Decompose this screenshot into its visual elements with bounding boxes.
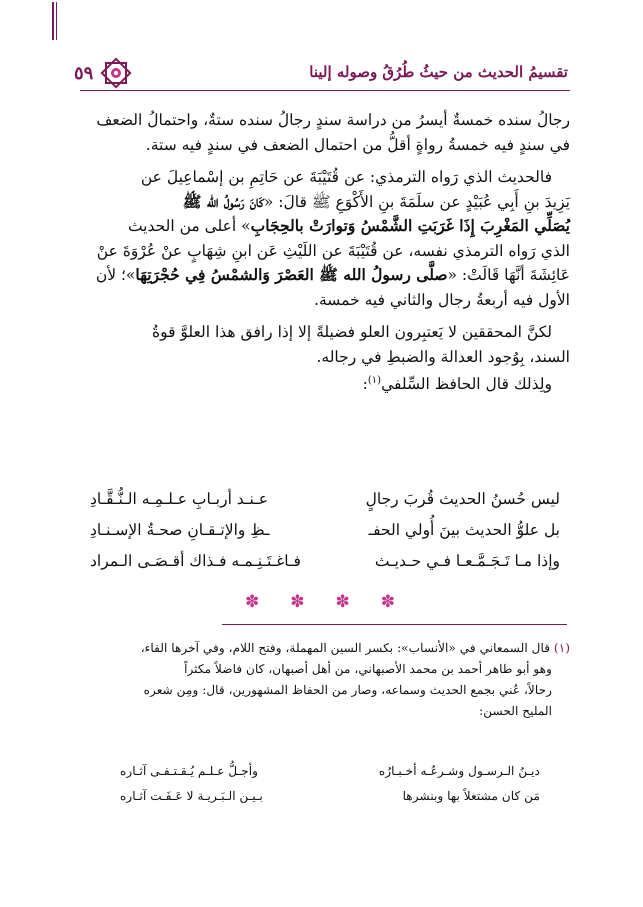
octagram-ornament-icon bbox=[99, 56, 133, 90]
text-line: رجالُ سنده خمسةٌ أيسرُ من دراسة سندٍ رجالُ سنده ستةٌ، واحتمالُ الضعف bbox=[96, 111, 570, 129]
footnote bbox=[70, 638, 570, 722]
hemistich-left: عـنـد أربـابِ عـلـمِـه الـنُّـقَّـادِ bbox=[90, 489, 268, 508]
page-number: ٥٩ bbox=[74, 62, 94, 84]
footnote-rule bbox=[222, 624, 567, 625]
text-line: الذي رَواه الترمذي نفسه، عن قُتَيْبَةَ عن اللَيْثِ عَن ابنِ شِهَابٍ عنْ عُرْوَةَ عنْ bbox=[96, 241, 570, 260]
footnote-line: رحالاً، عُني بجمع الحديث وسماعه، وصار من الحفاظ المشهورين، قال: ومِن شعره bbox=[143, 683, 552, 697]
header-divider-thin bbox=[56, 2, 57, 40]
hemistich-right: ليس حُسنُ الحديث قُربَ رجالٍ bbox=[365, 489, 560, 508]
text-line: في سندٍ فيه خمسةُ رواةٍ أقلُّ من احتمال الضعف في سندٍ فيه ستة. bbox=[145, 135, 570, 154]
hemistich-left: بـيـن الـبَـريـة لا عَـفَـت آثـاره bbox=[120, 788, 263, 803]
footnote-number: (١) bbox=[553, 641, 570, 655]
poem-verse bbox=[90, 514, 560, 545]
star-icon: ✽ bbox=[290, 592, 305, 612]
hemistich-left: فـاغـتَـنِـمـه فـذاك أقـصَـى الـمراد bbox=[90, 551, 301, 570]
hemistich-right: بل علوُّ الحديث بينَ أُولي الحفـ bbox=[368, 520, 560, 539]
hemistich-right: مَن كان مشتغلاً بها وبنشرها bbox=[402, 788, 540, 803]
text-line: فالحديث الذي رَواه الترمذي: عن قُتَيْبَةَ عن حَاتِمِ بن إسْماعِيلَ عن bbox=[140, 168, 552, 186]
poem bbox=[90, 483, 560, 576]
text-line: ولِذلك قال الحافظ السِّلفي$^{(١)}$: bbox=[362, 375, 552, 394]
section-divider-stars bbox=[245, 592, 395, 612]
main-text bbox=[70, 108, 570, 397]
header-divider bbox=[52, 2, 54, 40]
hemistich-left: ـظِ والإتـقـانِ صحـةُ الإسـنـادِ bbox=[90, 520, 270, 539]
footnote-line: المليح الحسن: bbox=[479, 704, 552, 718]
chapter-title: تقسيمُ الحديث من حيثُ طُرُقُ وصوله إلينا bbox=[309, 63, 568, 81]
poem-verse bbox=[90, 483, 560, 514]
text-line: يُصَلِّي المَغْرِبَ إِذَا غَرَبَتِ الشَّمْسُ وَتوارَتْ بالحِجَابِ» أعلى من الحديث bbox=[127, 216, 570, 235]
page-number-block bbox=[74, 56, 133, 90]
star-icon: ✽ bbox=[335, 592, 350, 612]
text-line: السند، بِوُجود العدالة والضبطِ في رجاله. bbox=[316, 347, 570, 366]
footnote-line: وهو أبو طاهر أحمد بن محمد الأصبهاني، من أهل أصبهان، كان فاضلاً مكثراً bbox=[184, 662, 552, 676]
star-icon: ✽ bbox=[380, 592, 395, 612]
poem-verse bbox=[120, 783, 540, 808]
footnote-ref: (١) bbox=[367, 375, 382, 386]
text-line: يَزِيدَ بنِ أَبِي عُبَيْدٍ عن سلَمَةَ بنِ الأَكْوَعِ ﷺ قالَ: «كَانَ رَسُولُ الله ﷺ bbox=[182, 191, 570, 211]
star-icon: ✽ bbox=[245, 592, 260, 612]
text-line: عَائِشَةَ أنَّهَا قَالَتْ: «صلَّى رسولُ الله ﷺ العَصْرَ وَالشمْسُ فِي حُجْرَتِهَا»؛ لأن bbox=[95, 265, 570, 284]
header-rule bbox=[80, 90, 570, 91]
text-line: الأول فيه أربعةُ رجال والثاني فيه خمسة. bbox=[314, 290, 570, 309]
hadith-quote: كَانَ رَسُولُ الله ﷺ bbox=[182, 191, 264, 211]
footnote-poem bbox=[120, 758, 540, 808]
poem-verse bbox=[120, 758, 540, 783]
hadith-quote: يُصَلِّي المَغْرِبَ إِذَا غَرَبَتِ الشَّمْسُ وَتوارَتْ بالحِجَابِ bbox=[250, 216, 570, 235]
hemistich-right: وإذا مـا تَـجَـمَّـعـا فـي حـديـث bbox=[374, 551, 560, 570]
hadith-quote: صلَّى رسولُ الله ﷺ العَصْرَ وَالشمْسُ فِي حُجْرَتِهَا bbox=[135, 265, 448, 284]
hemistich-right: ديـنُ الـرسـول وشـرعُـه أخـبـارُه bbox=[378, 763, 540, 778]
text-line: لكنَّ المحققين لا يَعتبِرون العلو فضيلةً إلا إذا رافق هذا العلوَّ قوةُ bbox=[151, 323, 552, 341]
footnote-line: (١) قال السمعاني في «الأنساب»: بكسر السين المهملة، وفتح اللام، وفي آخرها الفاء، bbox=[140, 641, 570, 655]
hemistich-left: وأجـلُّ عـلـم يُـقـتـفـى آثـاره bbox=[120, 763, 258, 778]
poem-verse bbox=[90, 545, 560, 576]
running-header bbox=[78, 52, 568, 92]
